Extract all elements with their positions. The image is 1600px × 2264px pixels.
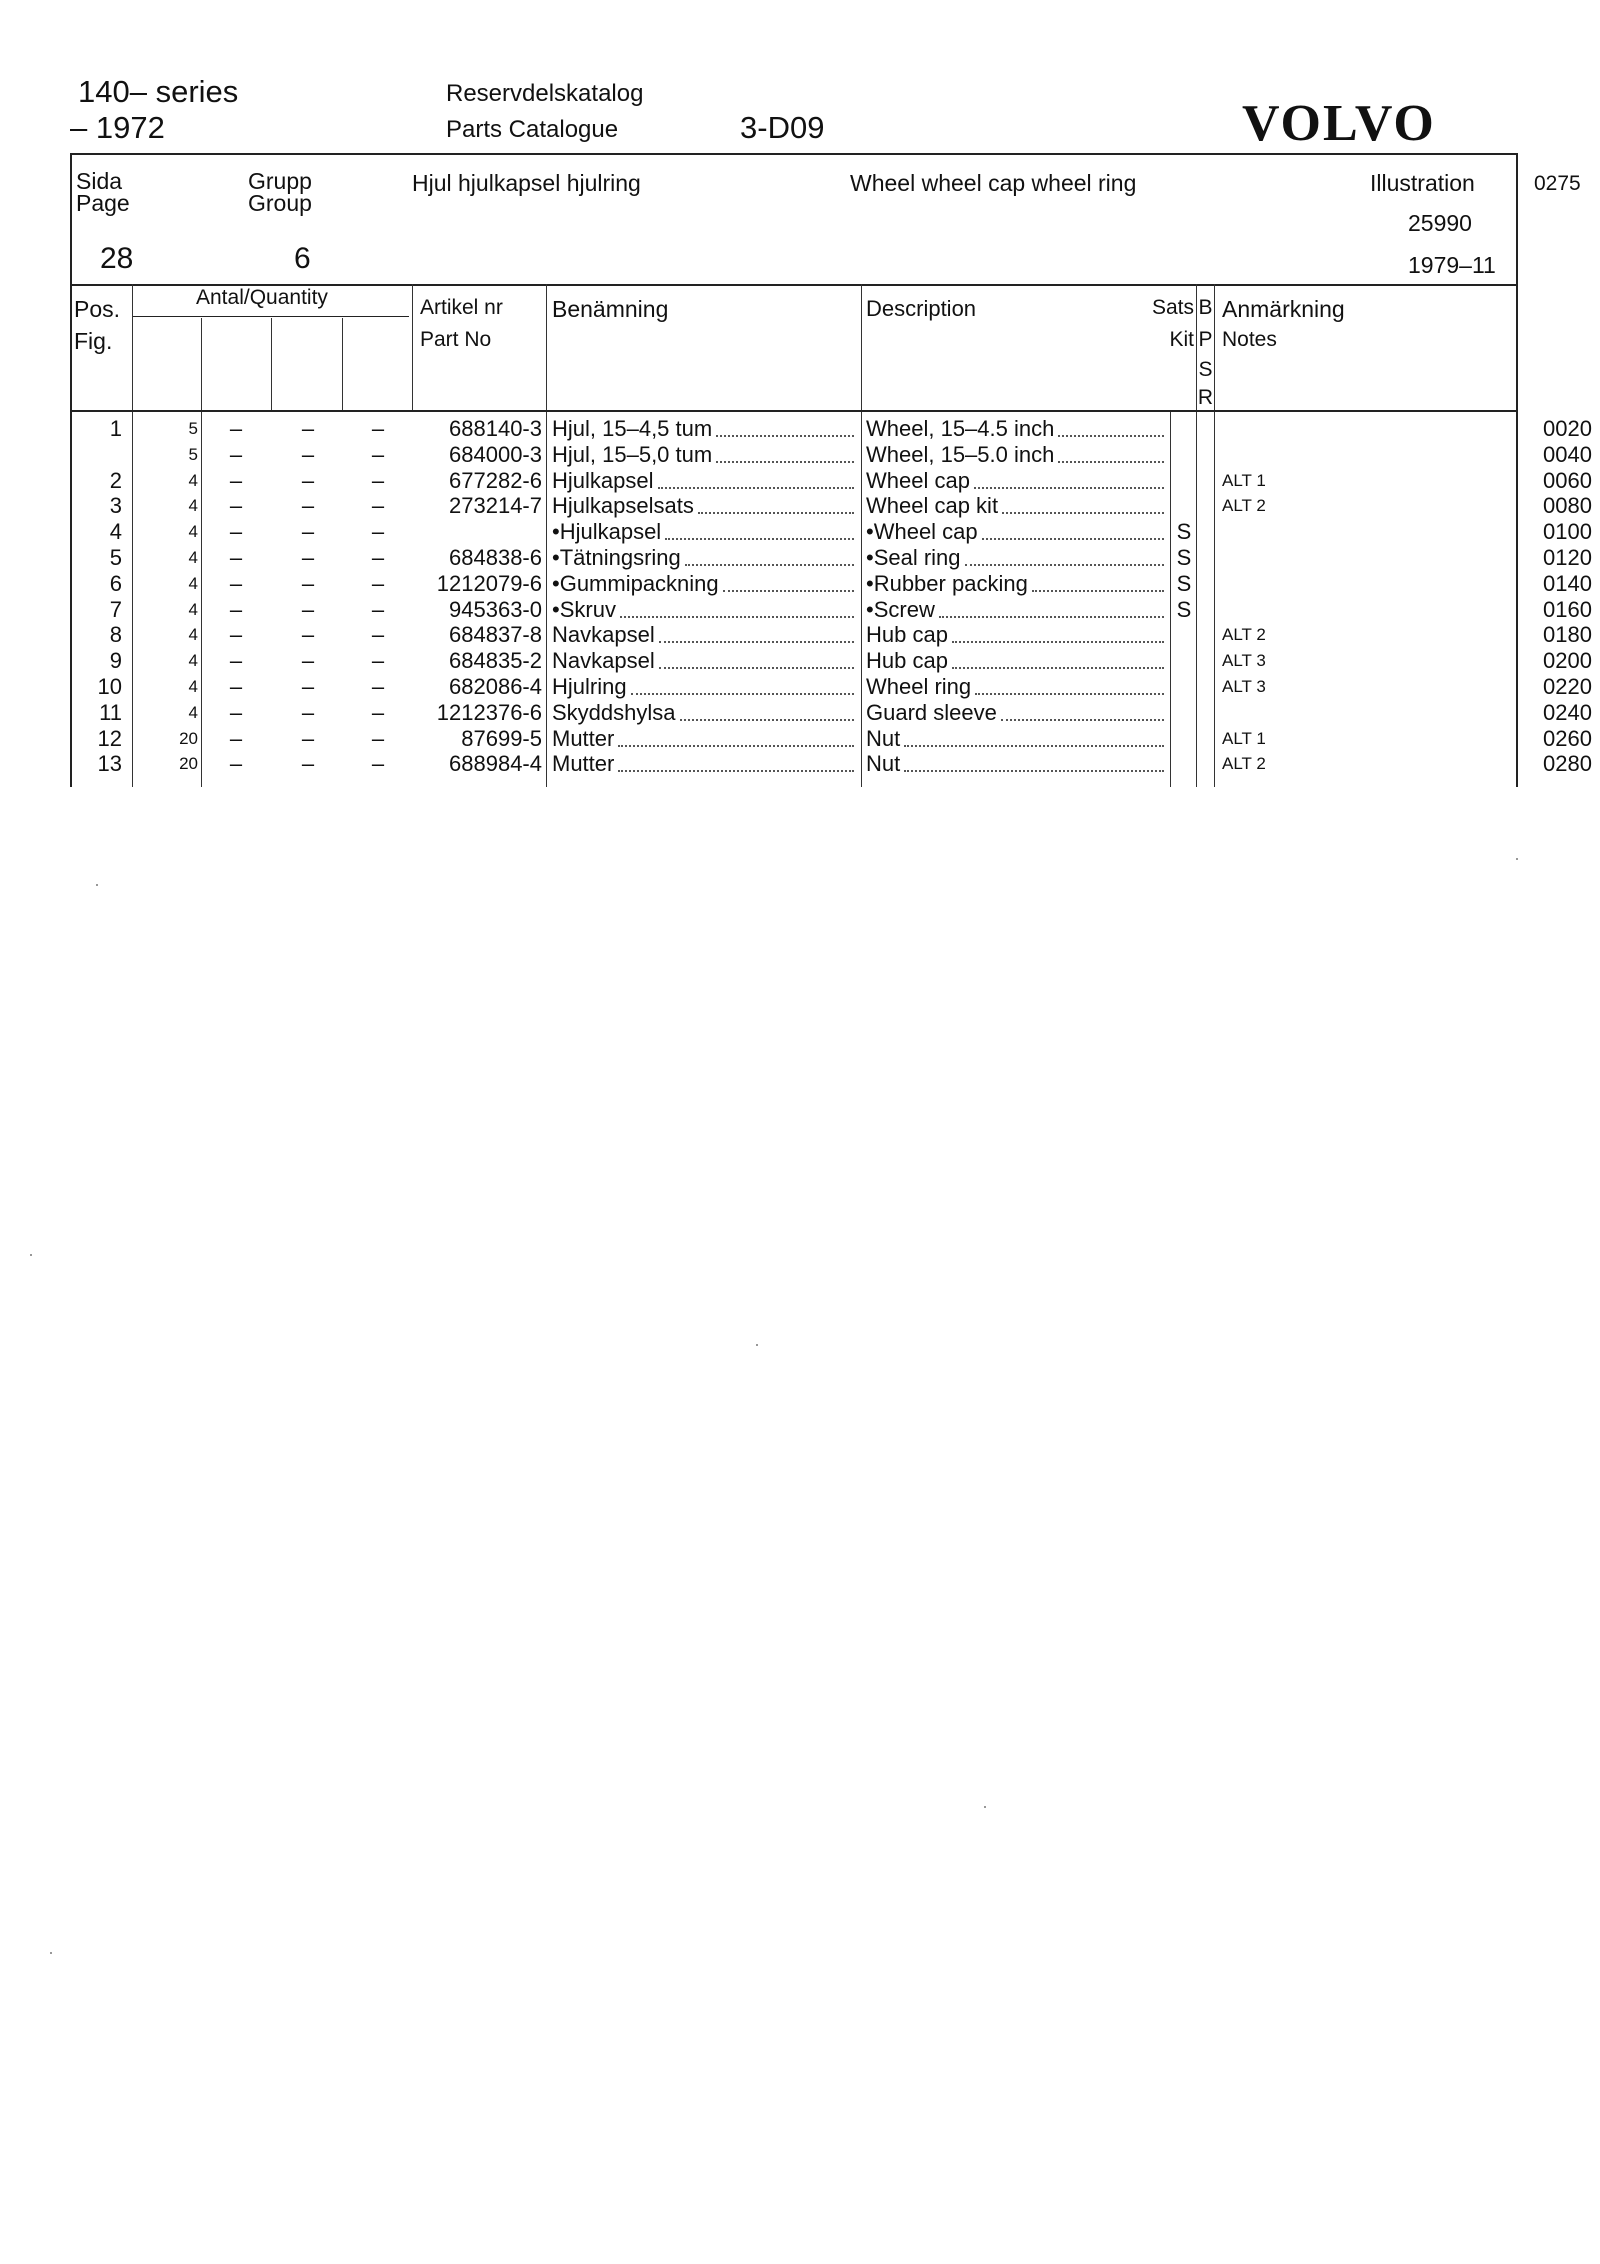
row-description: Hub cap — [866, 622, 948, 648]
row-code: 0220 — [1543, 674, 1592, 699]
group-number: 6 — [294, 242, 311, 275]
issue-date: 1979–11 — [1408, 252, 1496, 278]
row-code: 0180 — [1543, 622, 1592, 648]
row-code: 0200 — [1543, 648, 1592, 674]
leader-dots — [665, 538, 854, 540]
row-note: ALT 2 — [1222, 496, 1266, 516]
row-qty-3: – — [301, 622, 315, 648]
col-kit: Kit — [1169, 328, 1194, 351]
col-bpsr-r: R — [1197, 386, 1214, 409]
row-qty-4: – — [371, 441, 385, 467]
row-part-no: 273214-7 — [449, 493, 542, 519]
title-sv: Hjul hjulkapsel hjulring — [412, 170, 641, 196]
row-qty-4: – — [371, 622, 385, 648]
side-code: 0275 — [1534, 172, 1581, 195]
row-qty: 4 — [188, 702, 198, 722]
row-qty-2: – — [229, 648, 243, 674]
col-divider-kit — [1196, 284, 1197, 410]
row-note: ALT 1 — [1222, 728, 1266, 748]
frame-right-line — [1516, 153, 1518, 787]
row-qty: 20 — [179, 754, 198, 774]
row-pos: 6 — [109, 570, 122, 596]
col-pos: Pos. — [74, 296, 121, 322]
frame-top-line — [70, 153, 1518, 155]
leader-dots — [716, 461, 854, 463]
row-pos: 1 — [109, 416, 122, 441]
illustration-number: 25990 — [1408, 210, 1472, 236]
row-description: Wheel cap — [866, 467, 970, 493]
row-qty-2: – — [229, 519, 243, 545]
row-qty-3: – — [301, 699, 315, 725]
col-bpsr-b: B — [1198, 296, 1213, 319]
row-description: Nut — [866, 751, 901, 777]
row-qty: 4 — [188, 625, 198, 645]
col-divider-qty3 — [342, 318, 343, 410]
row-pos: 3 — [109, 493, 122, 519]
scan-speck — [1516, 858, 1518, 860]
row-kit: S — [1176, 519, 1192, 545]
sida-label: Sida — [76, 168, 123, 194]
body-divider-kit — [1196, 412, 1197, 787]
row-qty-4: – — [371, 467, 385, 493]
leader-dots — [659, 667, 854, 669]
catalog-code: 3-D09 — [740, 110, 825, 145]
leader-dots — [685, 564, 854, 566]
row-qty-3: – — [301, 596, 315, 622]
row-description: Wheel, 15–5.0 inch — [866, 441, 1055, 467]
col-divider-bpsr — [1214, 284, 1215, 410]
row-qty-2: – — [229, 545, 243, 570]
row-name-sv: Navkapsel — [552, 622, 655, 648]
row-code: 0240 — [1543, 699, 1592, 725]
row-qty: 5 — [188, 419, 198, 438]
scan-speck — [50, 1952, 52, 1954]
col-divider-qty2 — [271, 318, 272, 410]
row-qty-2: – — [229, 441, 243, 467]
scan-speck — [96, 884, 98, 886]
row-description: Hub cap — [866, 648, 948, 674]
row-qty-2: – — [229, 570, 243, 596]
row-description: •Wheel cap — [866, 519, 978, 545]
row-qty-2: – — [229, 416, 243, 441]
col-divider-benamning — [861, 284, 862, 410]
row-qty: 4 — [188, 573, 198, 593]
leader-dots — [965, 564, 1164, 566]
row-qty-4: – — [371, 699, 385, 725]
row-name-sv: •Gummipackning — [552, 570, 719, 596]
column-header-bottom-line — [70, 410, 1518, 412]
row-qty-3: – — [301, 648, 315, 674]
row-qty: 4 — [188, 470, 198, 490]
row-note: ALT 2 — [1222, 754, 1266, 774]
row-qty-4: – — [371, 596, 385, 622]
row-qty: 4 — [188, 496, 198, 516]
row-qty-2: – — [229, 493, 243, 519]
row-qty-3: – — [301, 441, 315, 467]
row-code: 0280 — [1543, 751, 1592, 777]
leader-dots — [618, 770, 854, 772]
row-part-no: 87699-5 — [461, 725, 542, 751]
row-name-sv: Mutter — [552, 751, 615, 777]
row-qty-3: – — [301, 674, 315, 699]
group-label: Group — [248, 190, 312, 216]
quantity-underline — [133, 316, 409, 317]
row-pos: 12 — [97, 725, 122, 751]
row-description: Guard sleeve — [866, 699, 997, 725]
row-qty-3: – — [301, 545, 315, 570]
row-pos: 5 — [109, 545, 122, 570]
row-name-sv: Skyddshylsa — [552, 699, 676, 725]
row-note: ALT 2 — [1222, 625, 1266, 645]
row-qty-3: – — [301, 751, 315, 777]
row-description: Wheel cap kit — [866, 493, 999, 519]
leader-dots — [658, 487, 854, 489]
row-qty-4: – — [371, 416, 385, 441]
row-qty-3: – — [301, 493, 315, 519]
leader-dots — [618, 745, 854, 747]
body-divider-part — [546, 412, 547, 787]
row-name-sv: Navkapsel — [552, 648, 655, 674]
row-kit: S — [1176, 596, 1192, 622]
row-qty: 20 — [179, 728, 198, 748]
leader-dots — [680, 719, 854, 721]
body-divider-pos — [132, 412, 133, 787]
row-qty-4: – — [371, 648, 385, 674]
row-pos: 2 — [109, 467, 122, 493]
leader-dots — [1001, 719, 1164, 721]
leader-dots — [904, 745, 1164, 747]
leader-dots — [1058, 435, 1164, 437]
col-divider-pos — [132, 284, 133, 410]
frame-left-line — [70, 153, 72, 787]
leader-dots — [952, 641, 1164, 643]
row-qty: 4 — [188, 599, 198, 619]
row-name-sv: Hjul, 15–4,5 tum — [552, 416, 713, 441]
leader-dots — [939, 616, 1164, 618]
row-qty-3: – — [301, 467, 315, 493]
row-note: ALT 1 — [1222, 470, 1266, 490]
leader-dots — [698, 512, 854, 514]
leader-dots — [1002, 512, 1164, 514]
row-qty-4: – — [371, 493, 385, 519]
row-name-sv: Hjulkapsel — [552, 467, 654, 493]
col-sats: Sats — [1151, 296, 1194, 319]
col-artikel: Artikel nr — [420, 296, 503, 319]
col-anmarkning: Anmärkning — [1222, 296, 1345, 322]
col-notes: Notes — [1222, 328, 1277, 351]
title-en: Wheel wheel cap wheel ring — [850, 170, 1137, 196]
row-description: Wheel ring — [866, 674, 972, 699]
row-qty-2: – — [229, 596, 243, 622]
row-qty-4: – — [371, 519, 385, 545]
leader-dots — [982, 538, 1164, 540]
col-divider-part — [546, 284, 547, 410]
leader-dots — [1058, 461, 1164, 463]
body-divider-bpsr — [1214, 412, 1215, 787]
row-qty: 4 — [188, 548, 198, 567]
leader-dots — [723, 590, 854, 592]
row-part-no: 945363-0 — [449, 596, 542, 622]
row-qty: 4 — [188, 677, 198, 696]
row-pos: 4 — [109, 519, 122, 545]
catalog-title-en: Parts Catalogue — [446, 116, 619, 143]
row-pos: 8 — [109, 622, 122, 648]
row-qty-3: – — [301, 725, 315, 751]
leader-dots — [974, 487, 1164, 489]
col-divider-qty4 — [412, 284, 413, 410]
row-part-no: 684835-2 — [449, 648, 542, 674]
row-code: 0260 — [1543, 725, 1592, 751]
catalog-title-sv: Reservdelskatalog — [446, 80, 644, 107]
leader-dots — [904, 770, 1164, 772]
col-bpsr-p: P — [1198, 328, 1213, 351]
grupp-label: Grupp — [248, 168, 312, 194]
col-description: Description — [866, 296, 977, 321]
row-kit: S — [1176, 545, 1192, 570]
row-code: 0080 — [1543, 493, 1592, 519]
leader-dots — [716, 435, 854, 437]
row-qty-3: – — [301, 570, 315, 596]
row-part-no: 682086-4 — [449, 674, 542, 699]
row-name-sv: •Tätningsring — [552, 545, 681, 570]
row-qty-2: – — [229, 674, 243, 699]
row-pos: 10 — [97, 674, 122, 699]
row-qty: 5 — [188, 444, 198, 464]
row-part-no: 677282-6 — [449, 467, 542, 493]
row-qty-4: – — [371, 545, 385, 570]
body-divider-benamning — [861, 412, 862, 787]
leader-dots — [620, 616, 854, 618]
row-name-sv: •Skruv — [552, 596, 616, 622]
row-kit: S — [1176, 570, 1192, 596]
year-label: – 1972 — [70, 110, 165, 145]
row-note: ALT 3 — [1222, 677, 1266, 696]
row-name-sv: Mutter — [552, 725, 615, 751]
row-part-no: 688140-3 — [449, 416, 542, 441]
row-code: 0140 — [1543, 570, 1592, 596]
row-qty-4: – — [371, 570, 385, 596]
leader-dots — [975, 693, 1164, 695]
page-label: Page — [76, 190, 130, 216]
row-pos: 13 — [97, 751, 122, 777]
row-description: Nut — [866, 725, 901, 751]
page-number: 28 — [100, 242, 134, 275]
row-description: Wheel, 15–4.5 inch — [866, 416, 1055, 441]
col-bpsr-s: S — [1198, 358, 1213, 381]
row-code: 0120 — [1543, 545, 1592, 570]
row-code: 0040 — [1543, 441, 1592, 467]
row-name-sv: Hjulkapselsats — [552, 493, 694, 519]
row-part-no: 1212079-6 — [436, 570, 542, 596]
brand-logo: VOLVO — [1242, 95, 1436, 152]
row-part-no: 688984-4 — [449, 751, 542, 777]
row-description: •Screw — [866, 596, 935, 622]
row-qty-3: – — [301, 519, 315, 545]
leader-dots — [659, 641, 854, 643]
row-pos: 11 — [99, 699, 122, 725]
leader-dots — [631, 693, 854, 695]
row-name-sv: Hjulring — [552, 674, 627, 699]
row-qty-2: – — [229, 725, 243, 751]
row-pos: 9 — [109, 648, 122, 674]
body-divider-qty1 — [201, 412, 202, 787]
row-qty-2: – — [229, 467, 243, 493]
scan-speck — [30, 1254, 32, 1256]
row-qty-2: – — [229, 622, 243, 648]
leader-dots — [1032, 590, 1164, 592]
row-qty-3: – — [301, 416, 315, 441]
row-part-no: 684837-8 — [449, 622, 542, 648]
row-qty: 4 — [188, 522, 198, 542]
row-description: •Rubber packing — [866, 570, 1028, 596]
scan-speck — [756, 1344, 758, 1346]
row-code: 0100 — [1543, 519, 1592, 545]
col-divider-qty1 — [201, 318, 202, 410]
row-qty-4: – — [371, 751, 385, 777]
row-code: 0020 — [1543, 416, 1592, 441]
row-part-no: 684000-3 — [449, 441, 542, 467]
row-code: 0060 — [1543, 467, 1592, 493]
row-description: •Seal ring — [866, 545, 961, 570]
row-qty-4: – — [371, 725, 385, 751]
col-partno: Part No — [420, 328, 492, 351]
col-quantity: Antal/Quantity — [196, 286, 328, 309]
illustration-label: Illustration — [1370, 170, 1475, 196]
row-qty-2: – — [229, 751, 243, 777]
body-divider-desc — [1170, 412, 1171, 787]
row-part-no: 684838-6 — [449, 545, 542, 570]
col-benamning: Benämning — [552, 296, 669, 322]
series-label: 140– series — [78, 74, 239, 109]
row-name-sv: Hjul, 15–5,0 tum — [552, 441, 713, 467]
row-name-sv: •Hjulkapsel — [552, 519, 662, 545]
row-note: ALT 3 — [1222, 651, 1266, 671]
row-pos: 7 — [109, 596, 122, 622]
row-qty-2: – — [229, 699, 243, 725]
scan-speck — [984, 1806, 986, 1808]
row-qty-4: – — [371, 674, 385, 699]
row-qty: 4 — [188, 651, 198, 671]
col-fig: Fig. — [74, 328, 113, 354]
row-part-no: 1212376-6 — [436, 699, 542, 725]
leader-dots — [952, 667, 1164, 669]
row-code: 0160 — [1543, 596, 1592, 622]
